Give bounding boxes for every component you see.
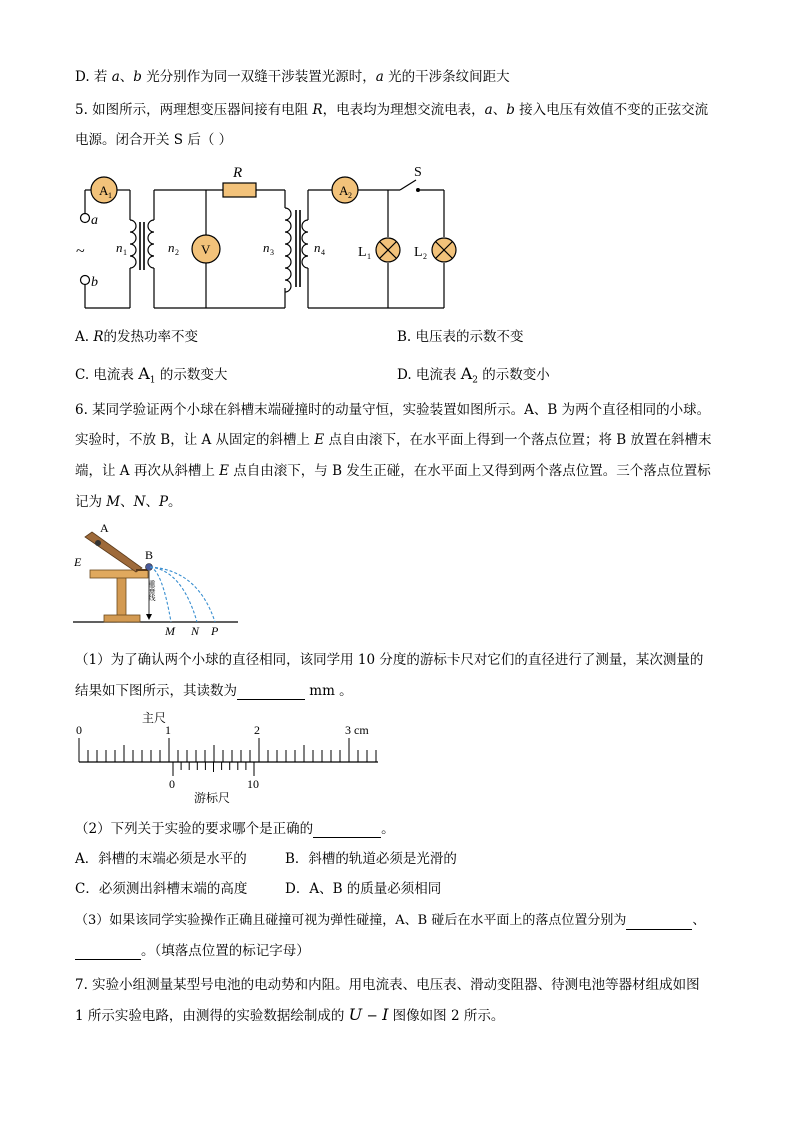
q6-stem-line1: 6. 某同学验证两个小球在斜槽末端碰撞时的动量守恒，实验装置如图所示。A、B 为两个直径相同的小球。 bbox=[75, 402, 711, 418]
svg-text:b: b bbox=[91, 275, 98, 290]
svg-text:3: 3 bbox=[270, 248, 274, 257]
q6-option-a[interactable]: A．斜槽的末端必须是水平的 bbox=[75, 851, 247, 867]
q6-option-c[interactable]: C．必须测出斜槽末端的高度 bbox=[75, 881, 248, 897]
svg-text:M: M bbox=[165, 624, 175, 638]
svg-text:n: n bbox=[263, 240, 270, 255]
terminal-b bbox=[81, 276, 90, 285]
q5-circuit-diagram bbox=[70, 160, 470, 315]
svg-text:S: S bbox=[414, 165, 422, 180]
q6-option-d[interactable]: D．A、B 的质量必须相同 bbox=[285, 881, 442, 897]
q6-stem-line2: 实验时，不放 B，让 A 从固定的斜槽上 E 点自由滚下，在水平面上得到一个落点位置；将 B 放置在斜槽末 bbox=[75, 432, 712, 448]
svg-text:V: V bbox=[201, 242, 211, 257]
ball-a bbox=[95, 540, 101, 546]
answer-blank-requirement[interactable] bbox=[313, 819, 381, 838]
svg-text:10: 10 bbox=[247, 777, 259, 791]
q6-stem-line3: 端，让 A 再次从斜槽上 E 点自由滚下，与 B 发生正碰，在水平面上又得到两个落点位置。三个落点位置标 bbox=[75, 463, 711, 479]
switch-s-contact bbox=[416, 188, 420, 192]
resistor-r bbox=[223, 183, 256, 197]
svg-text:1: 1 bbox=[108, 191, 112, 200]
q5-option-a[interactable]: A. R的发热功率不变 bbox=[75, 329, 199, 345]
svg-text:E: E bbox=[74, 555, 82, 569]
svg-text:R: R bbox=[233, 165, 243, 181]
q5-stem-line2: 电源。闭合开关 S 后（ ） bbox=[75, 132, 233, 148]
svg-text:1: 1 bbox=[367, 252, 371, 261]
lamp-l2 bbox=[432, 238, 456, 262]
svg-text:0: 0 bbox=[76, 723, 82, 737]
q6-part2-line: （2）下列关于实验的要求哪个是正确的 。 bbox=[75, 821, 395, 837]
svg-text:1: 1 bbox=[165, 723, 171, 737]
svg-text:A: A bbox=[100, 522, 109, 535]
q4-option-d: D. 若 a、b 光分别作为同一双缝干涉装置光源时，a 光的干涉条纹间距大 bbox=[75, 69, 510, 85]
svg-text:n: n bbox=[116, 240, 123, 255]
svg-text:游标尺: 游标尺 bbox=[194, 791, 231, 805]
terminal-a bbox=[81, 214, 90, 223]
q6-option-b[interactable]: B．斜槽的轨道必须是光滑的 bbox=[285, 851, 457, 867]
q7-stem-line1: 7. 实验小组测量某型号电池的电动势和内阻。用电流表、电压表、滑动变阻器、待测电池等器材组成如图 bbox=[75, 977, 700, 993]
svg-text:A: A bbox=[339, 183, 349, 198]
vernier-scale bbox=[173, 762, 254, 776]
main-scale bbox=[79, 738, 376, 762]
svg-text:主尺: 主尺 bbox=[142, 711, 167, 725]
svg-text:n: n bbox=[168, 240, 175, 255]
q6-part3-line2: 。（填落点位置的标记字母） bbox=[75, 941, 310, 960]
svg-text:4: 4 bbox=[321, 248, 325, 257]
ac-source-symbol: ~ bbox=[76, 243, 85, 260]
q6-stem-line4: 记为 M、N、P。 bbox=[75, 494, 182, 510]
svg-text:3 cm: 3 cm bbox=[345, 723, 369, 737]
q6-apparatus-diagram bbox=[70, 522, 245, 640]
svg-text:2: 2 bbox=[175, 248, 179, 257]
svg-text:L: L bbox=[414, 245, 423, 260]
svg-text:2: 2 bbox=[348, 191, 352, 200]
q5-option-b[interactable]: B. 电压表的示数不变 bbox=[397, 329, 524, 345]
svg-text:n: n bbox=[314, 240, 321, 255]
q7-stem-line2: 1 所示实验电路，由测得的实验数据绘制成的 U − I 图像如图 2 所示。 bbox=[75, 1005, 505, 1024]
vernier-caliper-diagram bbox=[70, 707, 390, 807]
svg-text:L: L bbox=[358, 245, 367, 260]
svg-text:N: N bbox=[191, 624, 200, 638]
svg-text:1: 1 bbox=[123, 248, 127, 257]
lamp-l1 bbox=[376, 238, 400, 262]
q6-part1-line1: （1）为了确认两个小球的直径相同，该同学用 10 分度的游标卡尺对它们的直径进行了测量，某次测量的 bbox=[75, 652, 704, 668]
q6-part3-line1: （3）如果该同学实验操作正确且碰撞可视为弹性碰撞，A、B 碰后在水平面上的落点位置分别为 、 bbox=[75, 913, 706, 928]
svg-text:重垂线: 重垂线 bbox=[148, 580, 156, 601]
q5-option-c[interactable]: C. 电流表 $A_1$ 的示数变大 bbox=[75, 364, 228, 386]
svg-text:0: 0 bbox=[169, 777, 175, 791]
svg-text:2: 2 bbox=[423, 252, 427, 261]
answer-blank-b-position[interactable] bbox=[75, 941, 141, 960]
answer-blank-a-position[interactable] bbox=[626, 911, 692, 930]
svg-text:a: a bbox=[91, 213, 98, 228]
q5-option-d[interactable]: D. 电流表 $A_2$ 的示数变小 bbox=[397, 364, 550, 386]
answer-blank-reading[interactable] bbox=[237, 681, 305, 700]
svg-text:B: B bbox=[145, 548, 154, 562]
svg-text:2: 2 bbox=[254, 723, 260, 737]
svg-text:P: P bbox=[211, 624, 219, 638]
q6-part1-line2: 结果如下图所示，其读数为 mm 。 bbox=[75, 683, 353, 699]
q5-stem-line1: 5. 如图所示，两理想变压器间接有电阻 R，电表均为理想交流电表，a、b 接入电压有效值不变的正弦交流 bbox=[75, 102, 709, 118]
svg-text:A: A bbox=[99, 183, 109, 198]
